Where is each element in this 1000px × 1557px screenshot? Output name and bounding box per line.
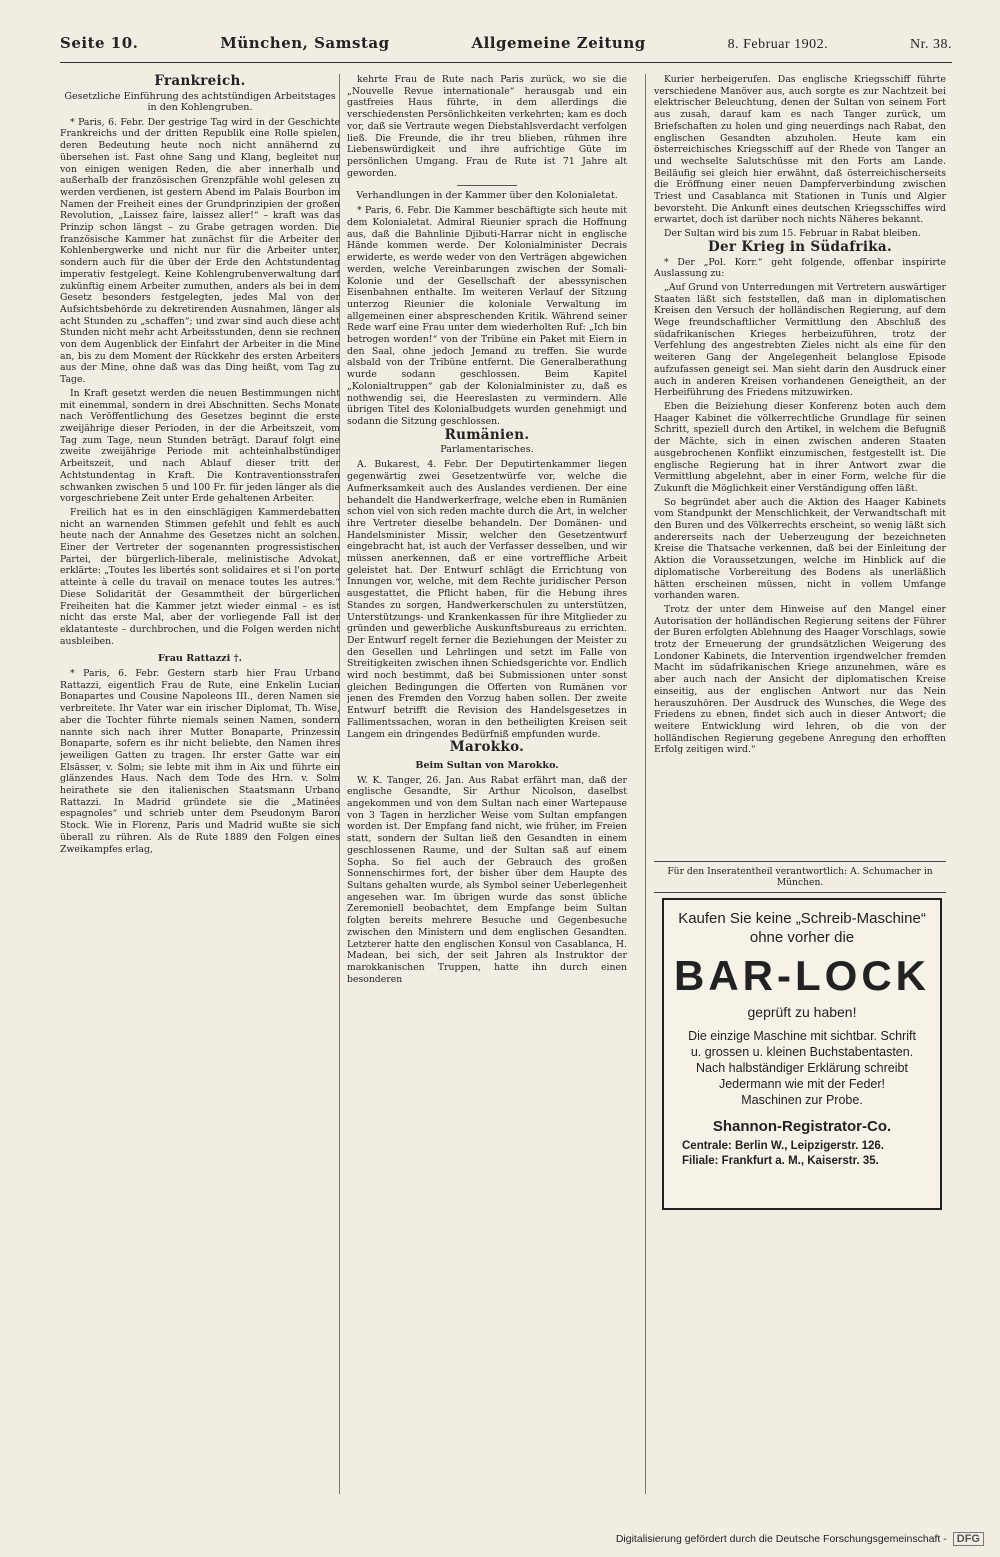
ad-address: Filiale: Frankfurt a. M., Kaiserstr. 35. (682, 1155, 879, 1167)
ad-line: Die einzige Maschine mit sichtbar. Schrift (688, 1029, 916, 1043)
article-paragraph: Der Sultan wird bis zum 15. Februar in Rabat bleiben. (664, 228, 921, 240)
article-paragraph: W. K. Tanger, 26. Jan. Aus Rabat erfährt man, daß der englische Gesandte, Sir Arthur Nicolson, daselbst angekommen und von dem Sultan nach einer Wartepause von 3 Tagen in herzlicher Weise vom Sultan empfangen worden ist. Der Empfang fand nicht, wie früher, im Freien statt, sondern der Sultan ließ den Gesandten in einem geschlossenen Raume, und der Sultan saß auf einem Sopha. So fiel auch der Gebrauch des großen Sonnenschirmes fort, der bisher über dem Haupte des Sultans gehalten wurde, als Symbol seiner Ueberlegenheit angesehen war. Im übrigen wurde das sonst übliche Zeremoniell beobachtet, dem Empfange beim Sultan folgten bereits mehrere Besuche und Gegenbesuche zwischen den Ministern und dem englischen Gesandten. Letzterer hatte den englischen Konsul von Casablanca, H. Madean, bei sich, der seit Jahren als Instruktor der marokkanischen Truppen, hatte ihn durch einen besonderen (347, 774, 627, 985)
ad-address: Centrale: Berlin W., Leipzigerstr. 126. (682, 1140, 884, 1152)
digitization-footer (0, 1529, 1000, 1549)
article-paragraph: Trotz der unter dem Hinweise auf den Mangel einer Autorisation der holländischen Regierung seitens der Führer der Buren erfolgten Ablehnung des Haager Vorschlags, sowie trotz der Erneuerung der grundsätzlichen Weigerung des Londoner Kabinets, die Intervention irgendwelcher fremden Macht im südafrikanischen Kriege anzunehmen, wäre es aber auch nach der Ansicht der diplomatischen Kreise einseitig, aus der englischen Antwort nur das Nein herauszuhören. Der Ausdruck des Wunsches, die Wege des Friedens zu ebnen, findet sich auch in dieser Antwort; die weitere Entwicklung wird lehren, ob die von der holländischen Regierung gegebene Anregung den erhofften Erfolg zeitigen wird.“ (654, 603, 946, 756)
page-number: Seite 10. (60, 34, 139, 52)
article-paragraph: A. Bukarest, 4. Febr. Der Deputirtenkammer liegen gegenwärtig zwei Gesetzentwürfe vor, welche die Aufmerksamkeit auch des Auslandes verdienen. Der eine behandelt die Handwerkerfrage, welche eben in Rumänien schon viel von sich reden machte durch die Art, in welcher ihre Vertreter dieselbe behandeln. Der Domänen- und Handelsminister Missir, welcher den Gesetzentwurf eingebracht hat, ist auch der Verfasser desselben, und wir müssen anerkennen, daß er eine vortreffliche Arbeit geleistet hat. Der Entwurf schlägt die Errichtung von Innungen vor, welche, mit dem Rechte juridischer Person ausgestattet, die Pflicht haben, für die Hebung ihres Standes zu sorgen, Handwerkerschulen zu unterstützen, Unterstützungs- und Krankenkassen für ihre Mitglieder zu gründen und gewerbliche Auskunftsbureaus zu errichten. Der Entwurf regelt ferner die Beziehungen der Meister zu den Gesellen und Lehrlingen und setzt im Falle von Streitigkeiten zwischen ihnen Schiedsgerichte vor. Endlich wird noch bestimmt, daß bei Submissionen unter sonst gleichen Bedingungen die Offerten von Rumänen vor jenen des Fremden den Vorzug haben sollen. Der zweite Entwurf betrifft die Revision des Handelsgesetzes in Fallimentssachen, woran in den betheiligten Kreisen seit Langem ein dringendes Bedürfniß empfunden wurde. (347, 459, 627, 740)
column-1 (60, 74, 340, 1494)
article-headline: Verhandlungen in der Kammer über den Kolonialetat. (356, 190, 618, 202)
article-paragraph: In Kraft gesetzt werden die neuen Bestimmungen nicht mit einemmal, sondern in drei Abschnitten. Sechs Monate nach Veröffentlichung des Gesetzes beginnt die erste zweijährige dieser Perioden, in der die Arbeitszeit, vom Tag zum Tage, neun Stunden beträgt. Darauf folgt eine zweite zweijährige Periode mit achteinhalbstündiger Arbeitszeit, und nach Ablauf dieser tritt der Achtstundentag in Kraft. Die Kontraventionsstrafen schwanken zwischen 5 und 100 Fr. für jeden länger als die vorgeschriebene Zeit unter Erde gehaltenen Arbeiter. (60, 387, 340, 505)
article-headline: Beim Sultan von Marokko. (415, 759, 559, 771)
section-heading: Rumänien. (444, 426, 530, 443)
ad-line: ohne vorher die (749, 929, 855, 946)
ad-line: Jedermann wie mit der Feder! (718, 1077, 886, 1091)
ad-company: Shannon-Registrator-Co. (712, 1118, 892, 1135)
section-heading: Frankreich. (154, 74, 246, 89)
article-paragraph: Freilich hat es in den einschlägigen Kammerdebatten nicht an warnenden Stimmen gefehlt und fehlt es auch heute nach der Annahme des Gesetzes nicht an solchen. Einer der Vertreter der sogenannten progressistischen Partei, der bürgerlich-liberale, melinistische Advokat, erklärte: „Toutes les libertés sont solidaires et si l'on porte atteinte à celle du travail on menace toutes les autres.“ Diese Solidarität der Gesammtheit der bürgerlichen Freiheiten hat die Kammer jetzt wieder einmal – es ist nicht das erste Mal, aber der vorliegende Fall ist der eklatanteste – durchbrochen, und die Folgen werden nicht ausbleiben. (60, 506, 340, 647)
ad-line: u. grossen u. kleinen Buchstabentasten. (690, 1045, 914, 1059)
column-3 (654, 74, 946, 854)
ad-line: Maschinen zur Probe. (741, 1093, 863, 1107)
column-2 (347, 74, 627, 1494)
issue-number: Nr. 38. (910, 37, 952, 52)
footer-text: Digitalisierung gefördert durch die Deutsche Forschungsgemeinschaft - (615, 1533, 947, 1545)
place-day: München, Samstag (220, 34, 390, 52)
ad-line: Kaufen Sie keine „Schreib-Maschine“ (678, 910, 926, 927)
dfg-logo-icon: DFG (953, 1532, 984, 1546)
ad-line: geprüft zu haben! (747, 1004, 857, 1020)
header-rule (60, 62, 952, 63)
advertising-notice: Für den Inseratentheil verantwortlich: A. Schumacher in München. (654, 861, 946, 893)
section-heading: Der Krieg in Südafrika. (708, 238, 892, 255)
article-paragraph: kehrte Frau de Rute nach Paris zurück, wo sie die „Nouvelle Revue internationale“ herausgab und ein gastfreies Haus führte, in dem allerdings die verschiedensten Persönlichkeiten verkehrten; kam es doch vor, daß sie Vertraute wegen Diebstahlsverdacht verfolgen ließ. Die Freunde, die ihr treu blieben, rühmen ihre Liebenswürdigkeit und ihre aufrichtige Güte im persönlichen Umgang. Frau de Rute ist 71 Jahre alt geworden. (347, 74, 627, 179)
article-headline: Parlamentarisches. (440, 444, 534, 456)
article-headline: Gesetzliche Einführung des achtstündigen Arbeitstages in den Kohlengruben. (64, 90, 336, 113)
article-paragraph: So begründet aber auch die Aktion des Haager Kabinets vom Standpunkt der Menschlichkeit, der Verwandtschaft mit den Buren und des Völkerrechts erscheint, so wenig läßt sich andererseits nach der Ueberzeugung der bezeichneten Kreise die Thatsache verkennen, daß bei der Einleitung der Aktion die Voraussetzungen, welche im Hinblick auf die diplomatische Vorbereitung des Bodens als unerläßlich hätten erscheinen müssen, nicht in vollem Umfange vorhanden waren. (654, 496, 946, 602)
barlock-advertisement (662, 898, 942, 1210)
ad-line: Nach halbständiger Erklärung schreibt (696, 1061, 908, 1075)
ad-brand: BAR-LOCK (674, 952, 930, 999)
article-paragraph: * Der „Pol. Korr.“ geht folgende, offenbar inspirirte Auslassung zu: (654, 256, 946, 280)
section-heading: Marokko. (449, 739, 525, 756)
article-paragraph: * Paris, 6. Febr. Die Kammer beschäftigte sich heute mit dem Kolonialetat. Admiral Rieunier sprach die Hoffnung aus, daß die Bahnlinie Djibuti-Harrar nicht in englische Hände kommen werde. Der Kolonialminister Decrais erwiderte, es werde weder von den Verträgen abgewichen werden, welche Vereinbarungen zwischen der Somali-Kolonie und der Gesellschaft der abessynischen Eisenbahnen enthalte. Im weiteren Verlauf der Sitzung unterzog Rieunier die koloniale Verwaltung im allgemeinen einer abspreschenden Kritik. Während seiner Rede warf eine Frau unter dem wiederholten Ruf: „Ich bin betrogen worden!“ von der Tribüne ein Paket mit Eiern in den Saal, ohne jedoch Jemand zu treffen. Sie wurde alsbald von der Tribüne entfernt. Die Generalberathung wurde sodann geschlossen. Beim Kapitel „Kolonialtruppen“ gab der Kolonialminister zu, daß es nothwendig sei, die Heereslasten zu vermindern. Alle übrigen Titel des Kolonialbudgets wurden genehmigt und sodann die Sitzung geschlossen. (347, 205, 627, 427)
article-headline: Frau Rattazzi †. (158, 653, 242, 665)
article-paragraph: Eben die Beiziehung dieser Konferenz boten auch dem Haager Kabinet die völkerrechtliche Grundlage für seinen Schritt, speziell durch den Artikel, in welchem die Befugniß der Mächte, sich in einen zwischen anderen Staaten ausgebrochenen Konflikt einzumischen, festgestellt ist. Die englische Regierung hat in ihrer Antwort zwar die Vermittlung abgelehnt, aber in einer Form, welche für die Zukunft die Möglichkeit einer Verständigung offen läßt. (654, 400, 946, 494)
article-paragraph: * Paris, 6. Febr. Der gestrige Tag wird in der Geschichte Frankreichs und der dritten Republik eine Rolle spielen, deren Bedeutung heute noch nicht annähernd zu übersehen ist. Fast ohne Sang und Klang, begleitet nur von einigen wenigen Reden, die aber innerhalb und außerhalb der französischen Grenzpfähle wohl gelesen zu werden verdienen, ist gestern Abend im Palais Bourbon im Namen der Freiheit eines der Grundprinzipien der großen Revolution, „Laissez faire, laissez aller!“ – kraft was das Prinzip schon längst – zu Grabe getragen worden. Die französische Kammer hat zunächst für die Arbeiter der Kohlenbergwerke und nicht nur für die Arbeiter unter, sondern auch für die über der Erde den Achtstundentag imperativ festgelegt. Keine Kohlengrubenverwaltung darf zukünftig einem Arbeiter zumuthen, anders als bei in dem Gesetz besonders festgelegten, jedes Mal von der Aufsichtsbehörde zu dekretirenden Ausnahmen, länger als acht Stunden zu „schaffen“; und zwar sind auch diese acht Stunden nicht mehr acht Arbeitsstunden, denn sie rechnen von dem Augenblick der Einfahrt der Arbeiter in die Mine an, bis zu dem Moment der Rückkehr des ersten Arbeiters aus der Mine, ohne daß was das Ding heißt, vom Tag zu Tage. (60, 116, 340, 386)
divider (457, 185, 517, 186)
column-divider (645, 74, 646, 1494)
masthead (60, 34, 952, 58)
article-paragraph: Kurier herbeigerufen. Das englische Kriegsschiff führte verschiedene Manöver aus, auch sorgte es zur Nachtzeit bei elektrischer Beleuchtung, denen der Sultan von seinem Fort aus zusah, darauf kam es nach Tanger zurück, um Briefschaften zu holen und ging neuerdings nach Rabat, den englischen Gesandten abzuholen. Heute kam ein österreichisches Kriegsschiff auf der Rhede von Tanger an und wechselte Salutschüsse mit den Forts am Lande. Beiläufig sei gleich hier erwähnt, daß österreichischerseits die Eröffnung einer neuen Dampferverbindung zwischen Triest und Casablanca mit Stationen in Tunis und Algier bevorsteht. Die Ankunft eines deutschen Kriegsschiffes wird erwartet, doch ist darüber noch nichts Näheres bekannt. (654, 74, 946, 226)
article-paragraph: * Paris, 6. Febr. Gestern starb hier Frau Urbano Rattazzi, eigentlich Frau de Rute, eine Enkelin Lucian Bonapartes und Cousine Napoleons III., deren Namen sie verbreitete. Ihr Vater war ein irischer Diplomat, Th. Wise, aber die Tochter führte niemals seinen Namen, sondern nannte sich nach ihrer Mutter Bonaparte, Prinzessin Bonaparte, sofern es ihr nicht beliebte, den Namen ihres jeweiligen Gatten zu tragen. Ihr erster Gatte war ein Elsässer, v. Solm; sie lebte mit ihm in Aix und führte ein glänzendes Haus. Nach dem Tode des Hrn. v. Solm heirathete sie den italienischen Staatsmann Urbano Rattazzi. In Madrid gründete sie die „Matinées espagnoles“ und schrieb unter dem Pseudonym Baron Stock. Wie in Florenz, Paris und Madrid wußte sie sich überall zu rühren. Als de Rute 1889 den Folgen eines Zweikampfes erlag, (60, 668, 340, 855)
article-paragraph: „Auf Grund von Unterredungen mit Vertretern auswärtiger Staaten läßt sich feststellen, daß man in diplomatischen Kreisen den Versuch der holländischen Regierung, auf dem Wege freundschaftlicher Vermittlung den Abschluß des südafrikanischen Krieges herbeizuführen, trotz der Verfehlung des angestrebten Zieles nicht als eine für den weiteren Gang der Angelegenheit belanglose Episode aufzufassen geneigt sei. Man sieht darin den Ausdruck einer auch in anderen Kreisen vorhandenen Geneigtheit, an der Herbeiführung des Friedens mitzuwirken. (654, 281, 946, 399)
issue-date: 8. Februar 1902. (727, 37, 829, 52)
newspaper-title: Allgemeine Zeitung (471, 34, 646, 52)
